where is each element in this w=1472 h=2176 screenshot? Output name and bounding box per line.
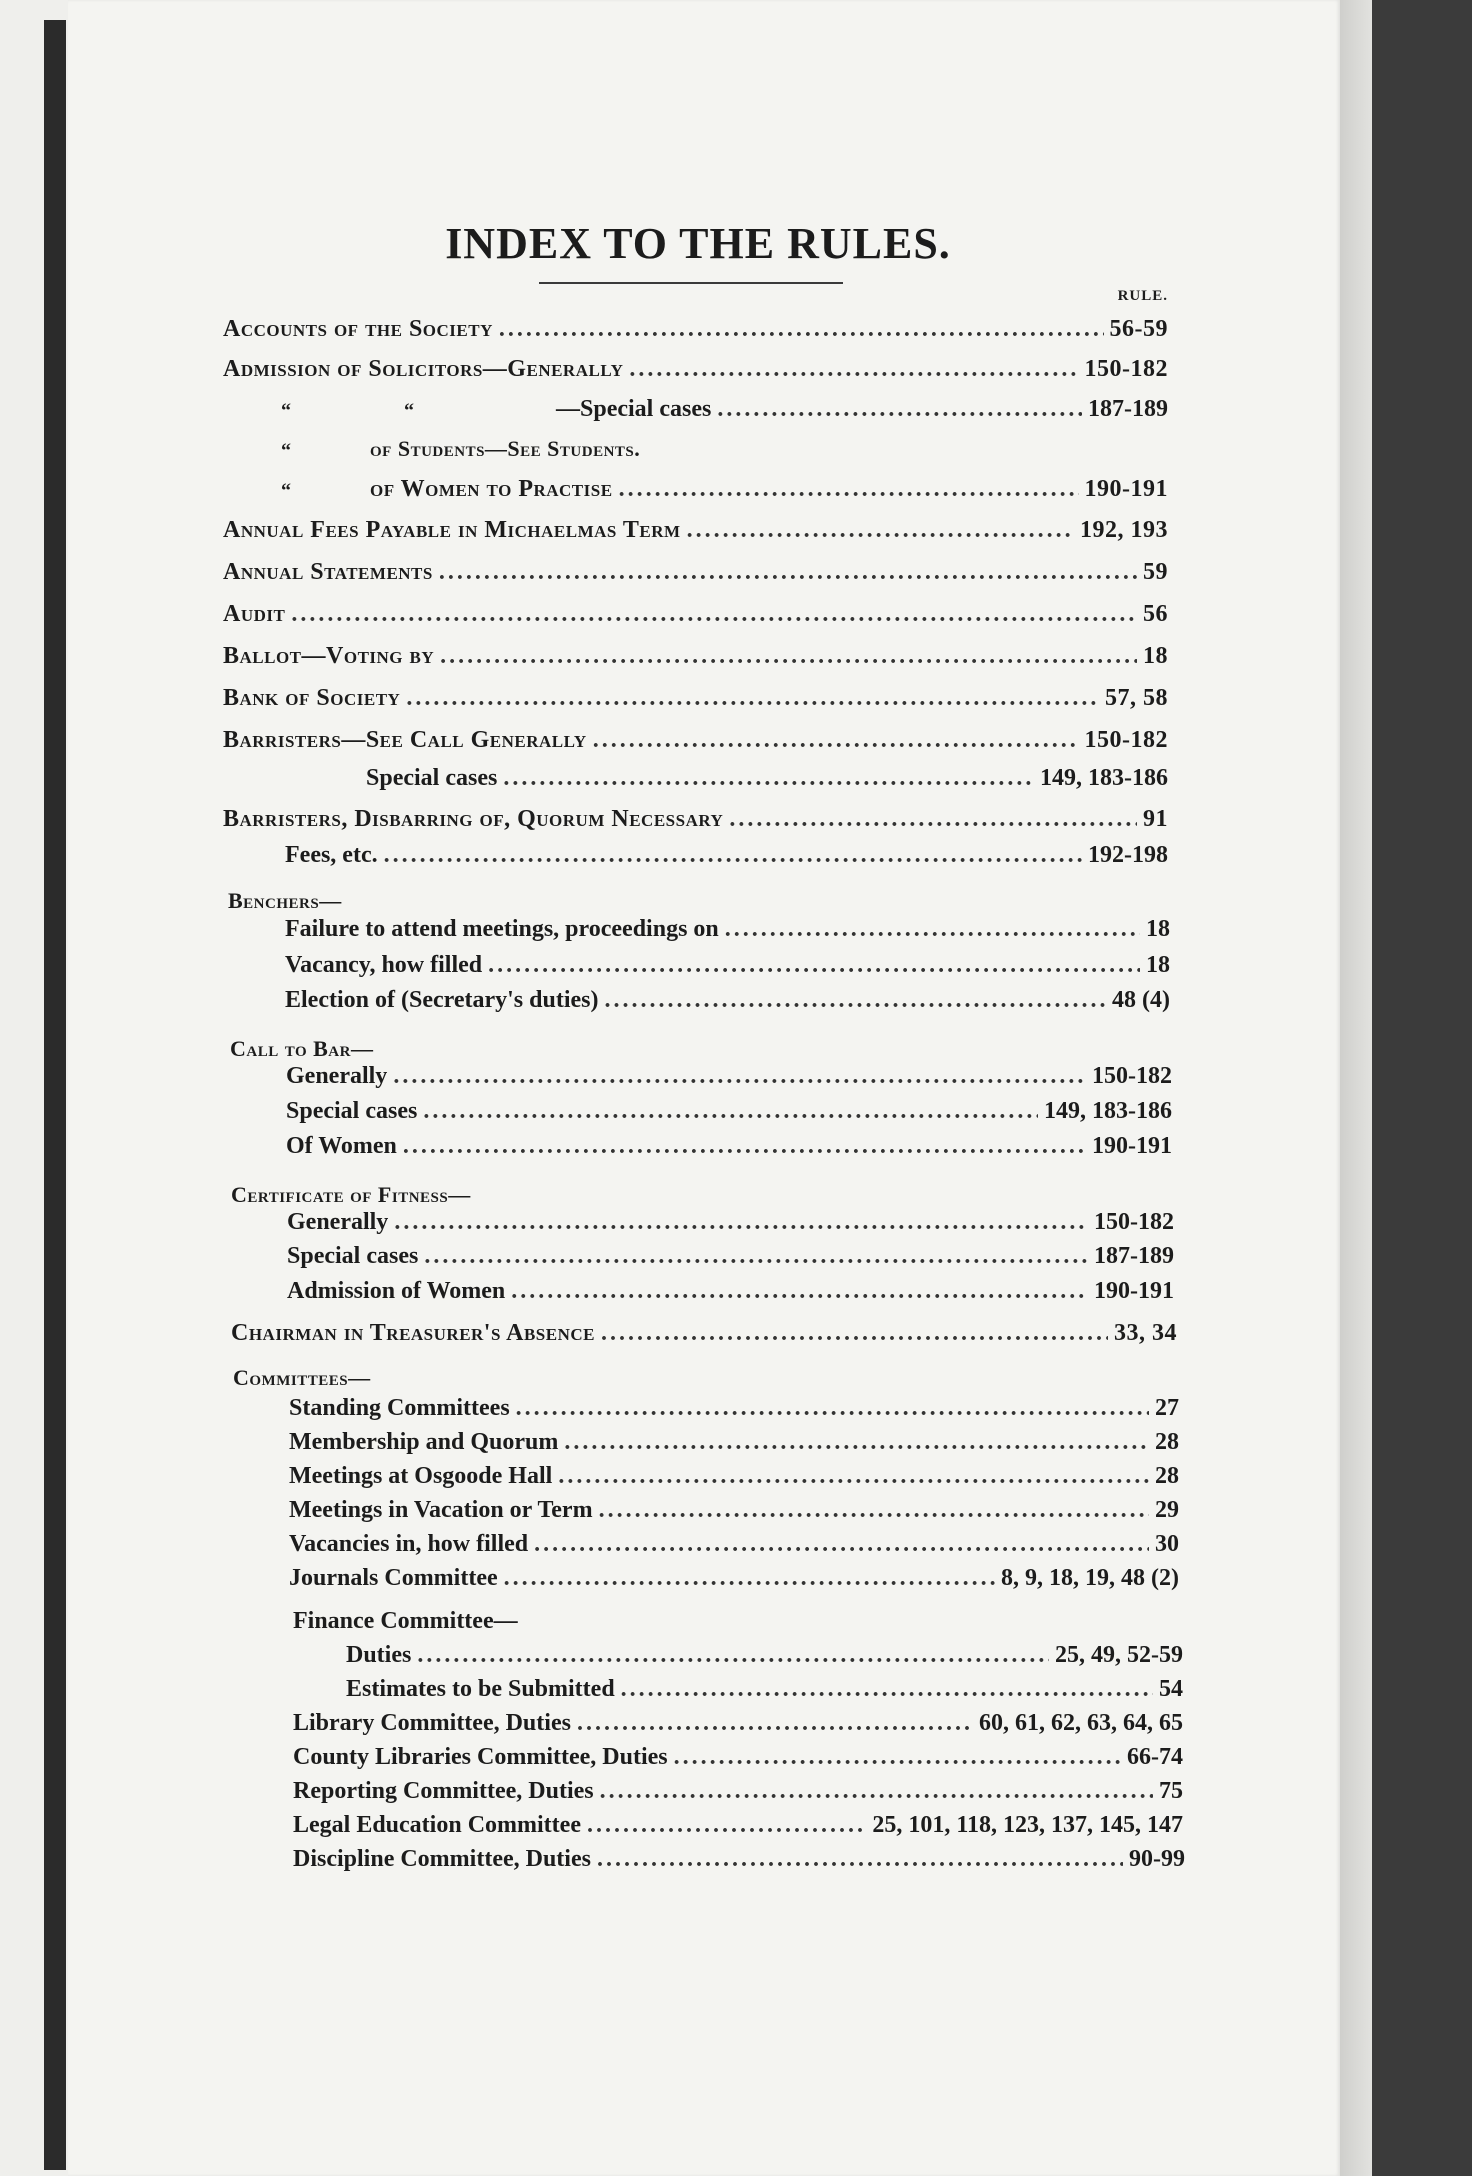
index-entry: Failure to attend meetings, proceedings on ..... 18 [285,916,1170,950]
index-entry: Fees, etc. ..... 192-198 [285,842,1168,876]
index-entry: Reporting Committee, Duties ..... 75 [293,1778,1183,1812]
index-entry: Chairman in Treasurer's Absence ..... 33, 34 [231,1320,1177,1354]
index-entry: Barristers—See Call Generally ..... 150-182 [223,727,1168,761]
index-entry: Legal Education Committee ..... 25, 101, 118, 123, 137, 145, 147 [293,1812,1183,1846]
index-entry: Generally ..... 150-182 [286,1063,1172,1097]
index-entries [68,0,1340,2176]
index-entry: Admission of Women ..... 190-191 [287,1278,1174,1312]
left-page-edge [0,0,68,2176]
ditto-mark: “ [281,400,291,422]
section-heading: Committees— [233,1365,371,1390]
index-entry: Generally ..... 150-182 [287,1209,1174,1243]
section-heading: Certificate of Fitness— [231,1182,471,1207]
index-entry: Duties ..... 25, 49, 52-59 [346,1642,1183,1676]
section-heading: Benchers— [228,888,342,913]
index-entry: Admission of Solicitors—Generally ..... 150-182 [223,356,1168,390]
index-entry: Annual Fees Payable in Michaelmas Term ..... 192, 193 [223,517,1168,551]
index-entry: Estimates to be Submitted ..... 54 [346,1676,1183,1710]
ditto-mark: “ [404,400,414,422]
index-entry: Discipline Committee, Duties ..... 90-99 [293,1846,1185,1880]
index-entry: Accounts of the Society ..... 56-59 [223,316,1168,350]
ditto-mark: “ [281,480,291,502]
index-entry: Bank of Society ..... 57, 58 [223,685,1168,719]
index-entry: Barristers, Disbarring of, Quorum Necessary ..... 91 [223,806,1168,840]
index-entry: Meetings in Vacation or Term ..... 29 [289,1497,1179,1531]
index-entry: of Students—See Students. [370,436,641,461]
right-page-edge [1340,0,1472,2176]
index-entry: Annual Statements ..... 59 [223,559,1168,593]
index-entry: County Libraries Committee, Duties ..... 66-74 [293,1744,1183,1778]
section-heading: Call to Bar— [230,1036,374,1061]
index-entry: Vacancy, how filled ..... 18 [285,952,1170,986]
index-entry: Library Committee, Duties ..... 60, 61, 62, 63, 64, 65 [293,1710,1183,1744]
index-entry: Special cases ..... 187-189 [287,1243,1174,1277]
index-entry: Election of (Secretary's duties) ..... 48 (4) [285,987,1170,1021]
index-entry: Membership and Quorum ..... 28 [289,1429,1179,1463]
index-entry: Vacancies in, how filled ..... 30 [289,1531,1179,1565]
page-title: INDEX TO THE RULES. [445,219,951,268]
index-entry: Finance Committee— [293,1608,518,1634]
binding-shadow [44,20,66,2170]
index-entry: Ballot—Voting by ..... 18 [223,643,1168,677]
index-entry: of Women to Practise ..... 190-191 [370,476,1168,510]
column-head: RULE. [1117,288,1168,304]
index-entry: Special cases ..... 149, 183-186 [366,765,1168,799]
index-entry: Meetings at Osgoode Hall ..... 28 [289,1463,1179,1497]
index-entry: Of Women ..... 190-191 [286,1133,1172,1167]
index-entry: Standing Committees ..... 27 [289,1395,1179,1429]
index-entry: Journals Committee ..... 8, 9, 18, 19, 48 (2) [289,1565,1179,1599]
index-entry: Special cases ..... 149, 183-186 [286,1098,1172,1132]
ditto-mark: “ [281,440,291,462]
index-entry: —Special cases ..... 187-189 [556,396,1168,430]
document-page [68,0,1340,2176]
index-entry: Audit ..... 56 [223,601,1168,635]
